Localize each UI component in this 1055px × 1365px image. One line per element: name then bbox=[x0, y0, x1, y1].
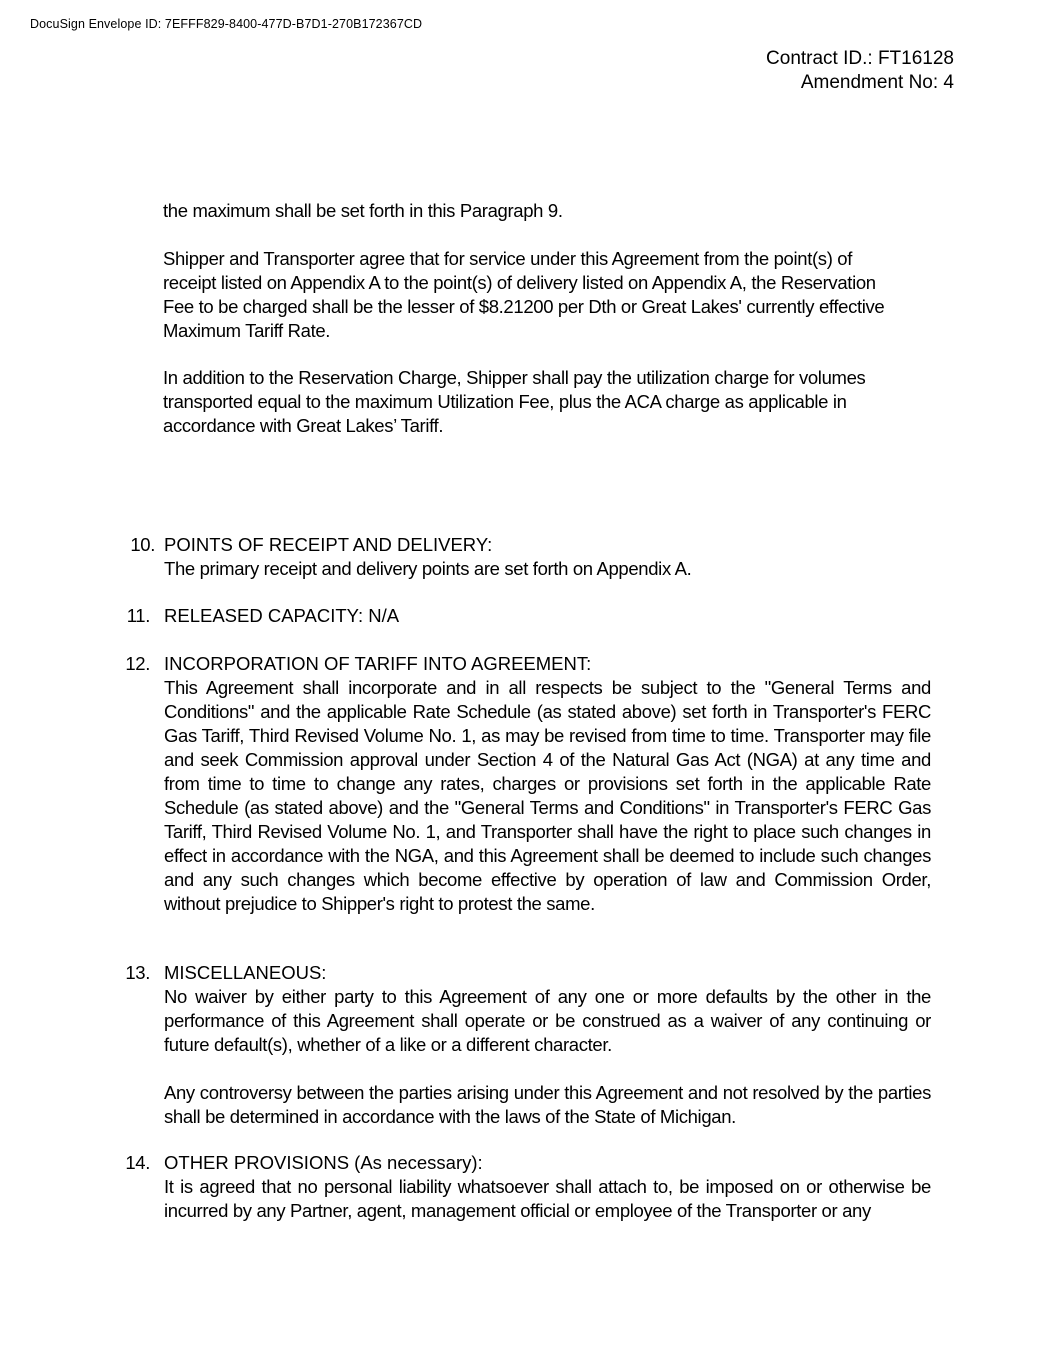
section-body-2: Any controversy between the parties arising under this Agreement and not resolved by the parties shall be determined in accordance with the laws of the State of Michigan. bbox=[164, 1082, 931, 1127]
envelope-id: DocuSign Envelope ID: 7EFFF829-8400-477D-B7D1-270B172367CD bbox=[30, 17, 423, 31]
section-14 bbox=[164, 1151, 931, 1223]
section-body: No waiver by either party to this Agreement of any one or more defaults by the other in the performance of this Agreement shall operate or be construed as a waiver of any continuing or future default(s), whether of a like or a different character. bbox=[164, 986, 931, 1055]
contract-id: Contract ID.: FT16128 bbox=[766, 48, 954, 69]
section-body: The primary receipt and delivery points are set forth on Appendix A. bbox=[164, 558, 692, 579]
section-number: 10. bbox=[130, 534, 155, 555]
section-heading: MISCELLANEOUS: bbox=[164, 962, 327, 983]
section-number: 12. bbox=[125, 653, 150, 674]
section-body: This Agreement shall incorporate and in all respects be subject to the "General Terms and Conditions" and the applicable Rate Schedule (as stated above) set forth in Transporter's FERC Gas Tariff, Third Revised Volume No. 1, as may be revised from time to time. Transporter may file and seek Commission approval under Section 4 of the Natural Gas Act (NGA) at any time and from time to time to change any rates, charges or provisions set forth in the applicable Rate Schedule (as stated above) and the "General Terms and Conditions" in Transporter's FERC Gas Tariff, Third Revised Volume No. 1, and Transporter shall have the right to place such changes in effect in accordance with the NGA, and this Agreement shall be deemed to include such changes and any such changes which become effective by operation of law and Commission Order, without prejudice to Shipper's right to protest the same. bbox=[164, 677, 931, 914]
section-11 bbox=[164, 604, 931, 628]
section-heading: OTHER PROVISIONS (As necessary): bbox=[164, 1152, 483, 1173]
section-10 bbox=[164, 533, 931, 581]
amendment-number: Amendment No: 4 bbox=[800, 72, 954, 93]
section-heading: POINTS OF RECEIPT AND DELIVERY: bbox=[164, 534, 493, 555]
section-heading: RELEASED CAPACITY: N/A bbox=[164, 605, 400, 626]
section-body: It is agreed that no personal liability whatsoever shall attach to, be imposed on or otherwise be incurred by any Partner, agent, management official or employee of the Transporter or any bbox=[164, 1176, 931, 1221]
section-heading: INCORPORATION OF TARIFF INTO AGREEMENT: bbox=[164, 653, 592, 674]
section-number: 11. bbox=[126, 605, 150, 626]
paragraph-9-end: the maximum shall be set forth in this Paragraph 9. bbox=[163, 200, 563, 221]
section-12 bbox=[164, 652, 931, 916]
section-number: 13. bbox=[125, 962, 150, 983]
section-number: 14. bbox=[125, 1152, 150, 1173]
utilization-charge-paragraph: In addition to the Reservation Charge, Shipper shall pay the utilization charge for volumes transported equal to the maximum Utilization Fee, plus the ACA charge as applicable in accordance with Great Lakes’ Tariff. bbox=[163, 367, 866, 436]
reservation-fee-paragraph: Shipper and Transporter agree that for service under this Agreement from the point(s) of receipt listed on Appendix A to the point(s) of delivery listed on Appendix A, the Reservation Fee to be charged shall be the lesser of $8.21200 per Dth or Great Lakes' currently effective Maximum Tariff Rate. bbox=[163, 248, 885, 341]
section-13 bbox=[164, 961, 931, 1129]
contract-header bbox=[766, 47, 954, 95]
